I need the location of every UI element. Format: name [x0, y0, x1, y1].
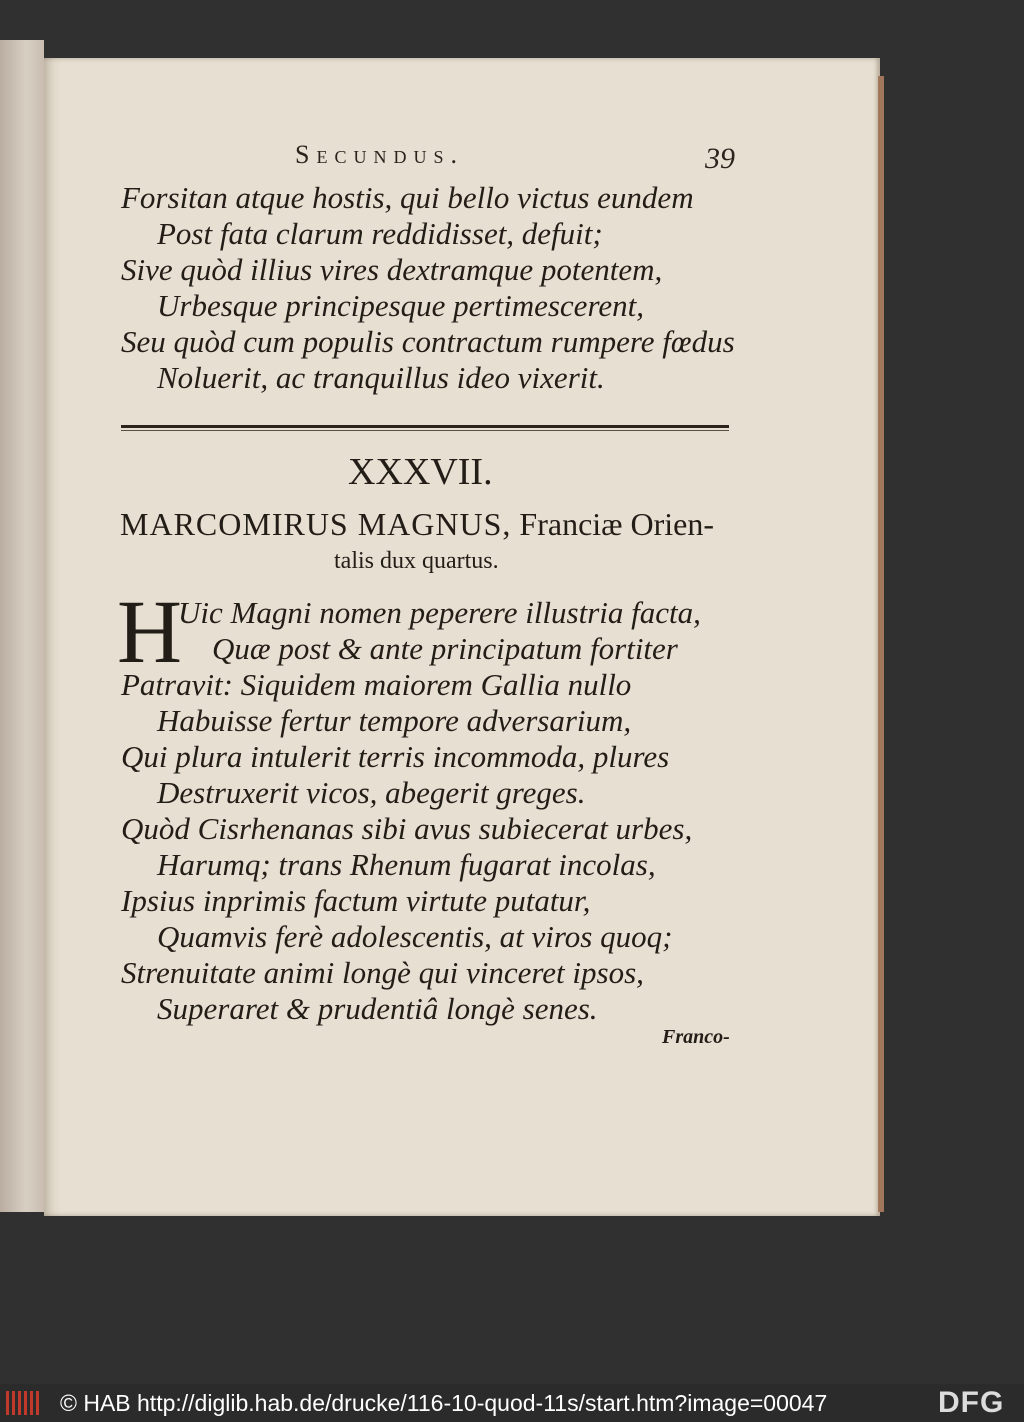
verse-line: Quamvis ferè adolescentis, at viros quoq;	[157, 919, 673, 954]
verse-line: Strenuitate animi longè qui vinceret ipsos,	[121, 955, 644, 990]
verse-line: Destruxerit vicos, abegerit greges.	[157, 775, 586, 810]
verse-line: Urbesque principesque pertimescerent,	[157, 288, 644, 323]
verse-line: Uic Magni nomen peperere illustria facta,	[178, 595, 701, 630]
verse-line: Qui plura intulerit terris incommoda, plures	[121, 739, 670, 774]
verse-line: Harumq; trans Rhenum fugarat incolas,	[157, 847, 656, 882]
heading-title: Franciæ Orien-	[511, 506, 715, 542]
page-number: 39	[705, 142, 735, 175]
verse-line: Quæ post & ante principatum fortiter	[212, 631, 678, 666]
verse-line: Patravit: Siquidem maiorem Gallia nullo	[121, 667, 632, 702]
verse-line: Noluerit, ac tranquillus ideo vixerit.	[157, 360, 605, 395]
viewer-footer	[0, 1384, 1024, 1422]
verse-line: Seu quòd cum populis contractum rumpere fœdus	[121, 324, 735, 359]
barcode-icon	[6, 1391, 40, 1415]
verse-line: Sive quòd illius vires dextramque potentem,	[121, 252, 663, 287]
section-numeral: XXXVII.	[348, 451, 493, 493]
page-edge-shadow	[878, 76, 884, 1212]
verse-line: Quòd Cisrhenanas sibi avus subiecerat urbes,	[121, 811, 693, 846]
verse-line: Superaret & prudentiâ longè senes.	[157, 991, 598, 1026]
section-subheading: talis dux quartus.	[334, 548, 499, 574]
facing-page-edge	[0, 40, 44, 1212]
verse-line: Ipsius inprimis factum virtute putatur,	[121, 883, 591, 918]
verse-line: Post fata clarum reddidisset, defuit;	[157, 216, 603, 251]
section-rule-thin	[121, 430, 729, 431]
section-rule	[121, 425, 729, 428]
heading-name: MARCOMIRUS MAGNUS,	[120, 506, 512, 542]
catchword: Franco-	[662, 1026, 730, 1048]
verse-line: Habuisse fertur tempore adversarium,	[157, 703, 632, 738]
dfg-logo: DFG	[938, 1386, 1005, 1419]
section-heading	[120, 506, 714, 543]
verse-line: Forsitan atque hostis, qui bello victus eundem	[121, 180, 694, 215]
copyright-url[interactable]: © HAB http://diglib.hab.de/drucke/116-10-quod-11s/start.htm?image=00047	[60, 1390, 828, 1416]
drop-cap: H	[117, 583, 182, 682]
running-head: Secundus.	[295, 140, 464, 169]
